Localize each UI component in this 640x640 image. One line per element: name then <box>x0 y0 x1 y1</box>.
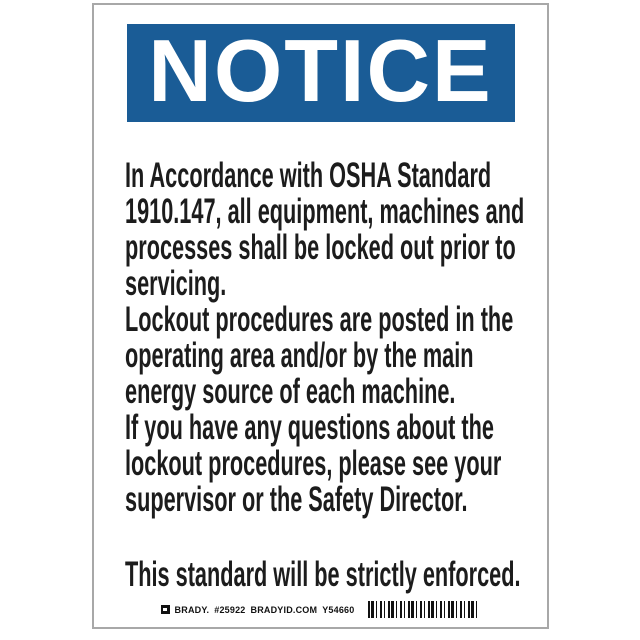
sign-body-text <box>94 158 547 593</box>
sign-footer <box>94 601 547 618</box>
footer-info <box>161 605 355 615</box>
brand-label: BRADY. <box>174 604 210 615</box>
body-line: processes shall be locked out prior to <box>125 228 516 267</box>
notice-title: NOTICE <box>148 21 493 120</box>
notice-header-band <box>127 21 515 122</box>
body-line: lockout procedures, please see your <box>125 444 502 483</box>
part-number: #25922 <box>214 604 246 615</box>
body-line: 1910.147, all equipment, machines and <box>125 192 525 231</box>
sign-panel <box>92 3 549 629</box>
body-line: operating area and/or by the main <box>125 336 474 375</box>
item-code: Y54660 <box>322 604 355 615</box>
brady-logo-icon <box>161 605 170 614</box>
website: BRADYID.COM <box>250 604 318 615</box>
body-line: servicing. <box>125 264 227 303</box>
closing-line: This standard will be strictly enforced. <box>125 555 521 594</box>
body-line: Lockout procedures are posted in the <box>125 300 514 339</box>
body-line: In Accordance with OSHA Standard <box>125 156 492 195</box>
body-line: If you have any questions about the <box>125 408 494 447</box>
body-line: supervisor or the Safety Director. <box>125 480 468 519</box>
body-line: energy source of each machine. <box>125 372 456 411</box>
barcode-icon <box>368 601 480 618</box>
